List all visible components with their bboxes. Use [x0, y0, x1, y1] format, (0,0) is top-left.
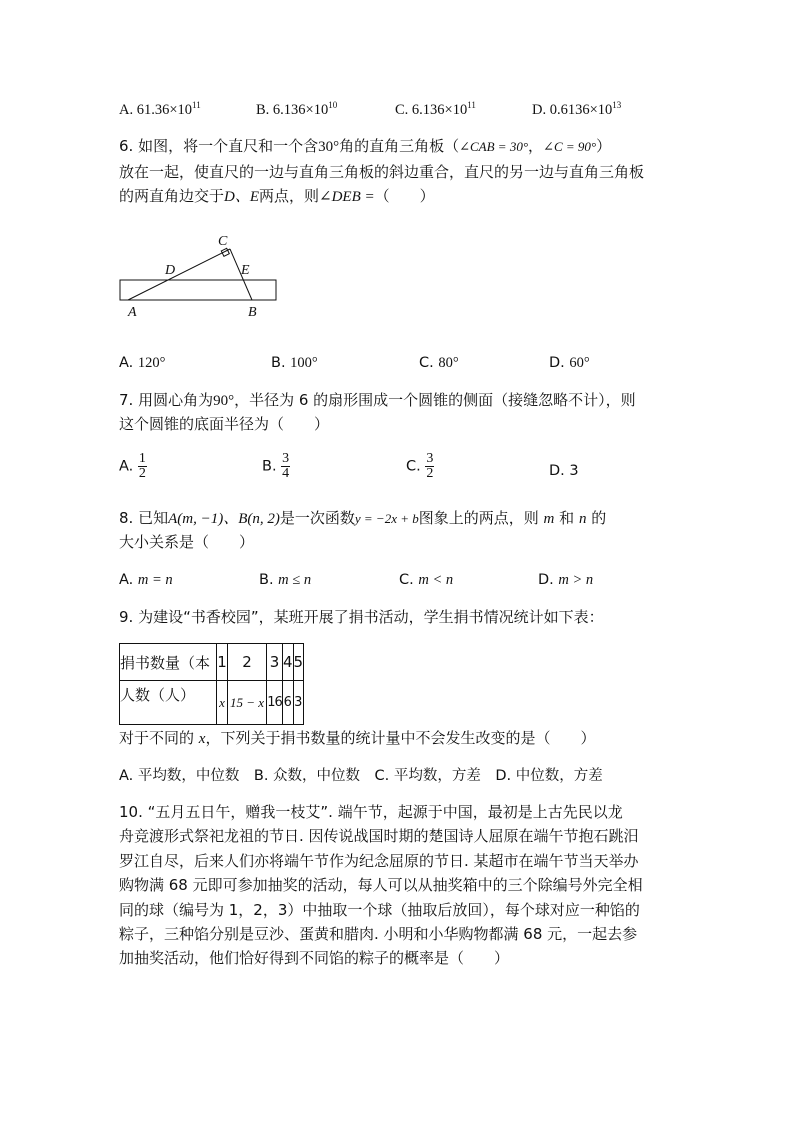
label-b: B — [248, 305, 257, 320]
q6-line-3: 的两直角边交于D、E两点，则∠DEB =（ ） — [119, 187, 435, 205]
table-row — [120, 681, 304, 725]
q8-line-1: 8. 已知A(m, −1)、B(n, 2)是一次函数y = −2x + b图象上的两点，则 m 和 n 的 — [119, 509, 607, 527]
q10-line-3: 罗江自尽，后来人们亦将端午节作为纪念屈原的节日. 某超市在端午节当天举办 — [119, 852, 639, 870]
q10-line-2: 舟竞渡形式祭祀龙祖的节日. 因传说战国时期的楚国诗人屈原在端午节抱石跳汨 — [119, 827, 639, 845]
table-cell: 人数（人） — [120, 681, 217, 725]
q7-line-2: 这个圆锥的底面半径为（ ） — [119, 415, 330, 433]
q7-option-d: D. 3 — [549, 463, 579, 479]
q8-line-2: 大小关系是（ ） — [119, 533, 255, 551]
q6-line-1: 6. 如图，将一个直尺和一个含30°角的直角三角板（∠CAB = 30°，∠C = 90°） — [119, 137, 612, 155]
q8-option-a: A. m = n — [119, 572, 173, 588]
table-row — [120, 644, 304, 681]
q6-option-b: B. 100° — [271, 355, 318, 371]
table-cell: 15 − x — [228, 681, 267, 725]
table-cell: 捐书数量（本 — [120, 644, 217, 681]
q9-options: A. 平均数，中位数 B. 众数，中位数 C. 平均数，方差 D. 中位数，方差 — [119, 768, 603, 784]
q6-figure — [110, 228, 290, 323]
q7-option-b: B. $\frac{3}{4}$ — [262, 451, 290, 481]
q5-option-c: C. $6.136\times 10^{11}$ — [395, 100, 476, 118]
q6-line-2: 放在一起，使直尺的一边与直角三角板的斜边重合，直尺的另一边与直角三角板 — [119, 163, 645, 181]
q5-option-d: D. $0.6136\times 10^{13}$ — [532, 100, 622, 118]
table-cell: x — [217, 681, 228, 725]
label-c: C — [218, 234, 228, 249]
q7-line-1: 7. 用圆心角为90°，半径为 6 的扇形围成一个圆锥的侧面（接缝忽略不计），则 — [119, 391, 636, 409]
label-a: A — [128, 305, 137, 320]
q7-option-c: C. $\frac{3}{2}$ — [406, 451, 434, 481]
q8-option-b: B. m ≤ n — [259, 572, 312, 588]
q5-option-b: B. $6.136\times 10^{10}$ — [256, 100, 338, 118]
q10-line-5: 同的球（编号为 1，2，3）中抽取一个球（抽取后放回），每个球对应一种馅的 — [119, 901, 640, 919]
q10-line-4: 购物满 68 元即可参加抽奖的活动，每人可以从抽奖箱中的三个除编号外完全相 — [119, 876, 643, 894]
q9-line-1: 9. 为建设“书香校园”，某班开展了捐书活动，学生捐书情况统计如下表： — [119, 608, 604, 626]
q10-line-1: 10. “五月五日午，赠我一枝艾”. 端午节，起源于中国，最初是上古先民以龙 — [119, 803, 623, 821]
q8-option-d: D. m > n — [538, 572, 594, 588]
ruler — [120, 280, 276, 300]
label-e: E — [241, 263, 250, 278]
q5-option-a: A. $61.36\times 10^{11}$ — [119, 100, 201, 118]
table-cell: 3 — [267, 644, 283, 681]
table-cell: 6 — [283, 681, 294, 725]
q6-option-d: D. 60° — [549, 355, 590, 371]
q7-option-a: A. $\frac{1}{2}$ — [119, 451, 146, 481]
table-cell: 16 — [267, 681, 283, 725]
q10-line-7: 加抽奖活动，他们恰好得到不同馅的粽子的概率是（ ） — [119, 949, 510, 967]
q9-line-2: 对于不同的 x，下列关于捐书数量的统计量中不会发生改变的是（ ） — [119, 729, 596, 747]
q8-option-c: C. m < n — [399, 572, 454, 588]
table-cell: 2 — [228, 644, 267, 681]
table-cell: 1 — [217, 644, 228, 681]
book-donation-table — [119, 643, 304, 725]
q10-line-6: 粽子，三种馅分别是豆沙、蛋黄和腊肉. 小明和小华购物都满 68 元，一起去参 — [119, 925, 638, 943]
label-d: D — [165, 263, 176, 278]
q6-option-a: A. 120° — [119, 355, 166, 371]
q6-option-c: C. 80° — [419, 355, 459, 371]
table-cell: 3 — [293, 681, 304, 725]
hypotenuse-ab — [128, 249, 230, 300]
table-cell: 4 — [283, 644, 294, 681]
table-cell: 5 — [293, 644, 304, 681]
